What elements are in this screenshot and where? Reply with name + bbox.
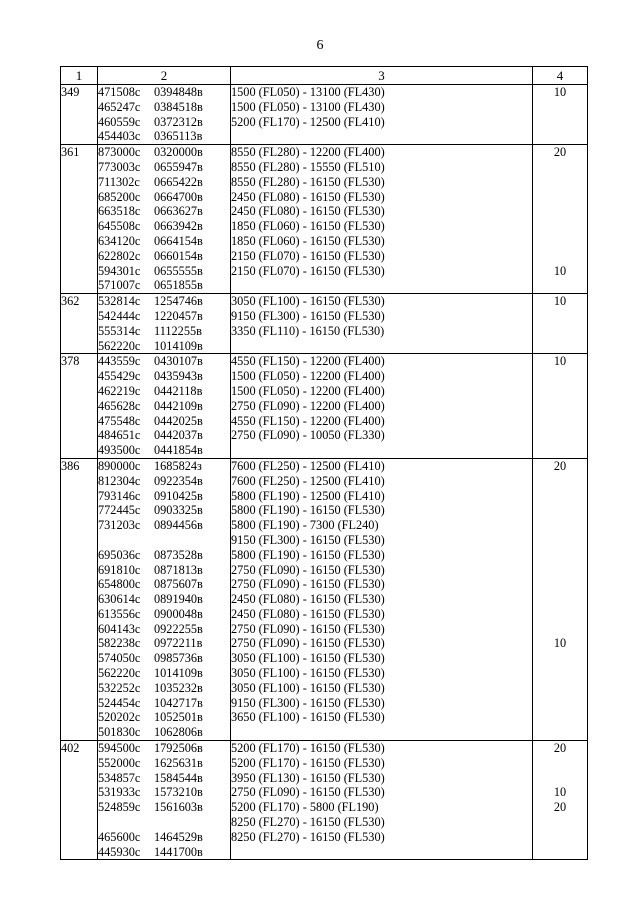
longitude: 1792506в bbox=[154, 741, 203, 756]
latitude: 604143c bbox=[98, 621, 141, 636]
latitude: 532814c bbox=[98, 294, 141, 309]
airspace-table bbox=[60, 66, 588, 860]
level-range: 2150 (FL070) - 16150 (FL530) bbox=[231, 248, 385, 263]
latitude: 524859c bbox=[98, 800, 141, 815]
longitude: 0663627в bbox=[154, 204, 203, 219]
longitude: 1625631в bbox=[154, 755, 203, 770]
latitude: 460559c bbox=[98, 114, 141, 129]
longitude: 1220457в bbox=[154, 308, 203, 323]
zone-number bbox=[61, 741, 98, 860]
value: 10 bbox=[553, 636, 567, 651]
longitude: 1042717в bbox=[154, 695, 203, 710]
coordinate-line bbox=[98, 696, 230, 711]
table-row bbox=[61, 741, 588, 860]
level-range: 3950 (FL130) - 16150 (FL530) bbox=[231, 770, 385, 785]
zone-number-text: 362 bbox=[61, 294, 80, 309]
level-range: 5800 (FL190) - 16150 (FL530) bbox=[231, 503, 385, 518]
level-range: 3350 (FL110) - 16150 (FL530) bbox=[231, 323, 385, 338]
levels-cell bbox=[231, 294, 533, 354]
level-range: 5200 (FL170) - 16150 (FL530) bbox=[231, 755, 385, 770]
level-range: 8550 (FL280) - 16150 (FL530) bbox=[231, 174, 385, 189]
longitude: 0910425в bbox=[154, 488, 203, 503]
level-range: 1850 (FL060) - 16150 (FL530) bbox=[231, 219, 385, 234]
latitude: 520202c bbox=[98, 710, 141, 725]
longitude: 0655947в bbox=[154, 159, 203, 174]
zone-number bbox=[61, 145, 98, 294]
longitude: 0430107в bbox=[154, 354, 203, 369]
longitude: 1052501в bbox=[154, 710, 203, 725]
level-range: 4550 (FL150) - 12200 (FL400) bbox=[231, 354, 385, 369]
latitude: 552000c bbox=[98, 755, 141, 770]
longitude: 0665422в bbox=[154, 174, 203, 189]
value bbox=[533, 503, 587, 518]
level-range: 4550 (FL150) - 12200 (FL400) bbox=[231, 413, 385, 428]
coordinate-line bbox=[98, 607, 230, 622]
coordinate-line bbox=[98, 264, 230, 279]
value: 20 bbox=[553, 800, 567, 815]
value bbox=[533, 622, 587, 637]
coordinate-line bbox=[98, 503, 230, 518]
zone-number-text: 378 bbox=[61, 354, 80, 369]
latitude: 475548c bbox=[98, 413, 141, 428]
coordinate-line bbox=[98, 85, 230, 100]
coordinate-line bbox=[98, 815, 230, 830]
table-row bbox=[61, 145, 588, 294]
latitude: 574050c bbox=[98, 651, 141, 666]
coordinate-line bbox=[98, 489, 230, 504]
longitude: 0891940в bbox=[154, 592, 203, 607]
latitude: 582238c bbox=[98, 636, 141, 651]
level-range: 2750 (FL090) - 16150 (FL530) bbox=[231, 562, 385, 577]
level-range: 2750 (FL090) - 12200 (FL400) bbox=[231, 398, 385, 413]
value bbox=[533, 607, 587, 622]
latitude: 634120c bbox=[98, 233, 141, 248]
latitude: 793146c bbox=[98, 488, 141, 503]
value bbox=[533, 190, 587, 205]
level-range: 2750 (FL090) - 16150 (FL530) bbox=[231, 621, 385, 636]
latitude: 524454c bbox=[98, 695, 141, 710]
latitude: 462219c bbox=[98, 383, 141, 398]
coordinates-cell bbox=[98, 145, 231, 294]
coordinates-cell bbox=[98, 85, 231, 145]
coordinate-line bbox=[98, 428, 230, 443]
coordinate-line bbox=[98, 339, 230, 354]
longitude: 0442025в bbox=[154, 413, 203, 428]
header-col-4: 4 bbox=[533, 67, 588, 85]
level-range: 7600 (FL250) - 12500 (FL410) bbox=[231, 458, 385, 473]
level-range: 8250 (FL270) - 16150 (FL530) bbox=[231, 815, 385, 830]
longitude: 1584544в bbox=[154, 770, 203, 785]
coordinate-line bbox=[98, 443, 230, 458]
longitude: 0873528в bbox=[154, 547, 203, 562]
value: 10 bbox=[553, 263, 567, 278]
latitude: 663518c bbox=[98, 204, 141, 219]
latitude: 465628c bbox=[98, 398, 141, 413]
coordinate-line bbox=[98, 369, 230, 384]
header-col-3: 3 bbox=[231, 67, 533, 85]
latitude: 471508c bbox=[98, 85, 141, 99]
zone-number-text: 361 bbox=[61, 145, 80, 160]
level-range: 3050 (FL100) - 16150 (FL530) bbox=[231, 294, 385, 309]
longitude: 0922354в bbox=[154, 473, 203, 488]
longitude: 1573210в bbox=[154, 785, 203, 800]
value: 10 bbox=[553, 785, 567, 800]
coordinate-line bbox=[98, 830, 230, 845]
longitude: 0435943в bbox=[154, 369, 203, 384]
levels-cell bbox=[231, 85, 533, 145]
longitude: 1035232в bbox=[154, 680, 203, 695]
value-cell bbox=[533, 741, 588, 860]
longitude: 0442037в bbox=[154, 428, 203, 443]
coordinate-line bbox=[98, 204, 230, 219]
level-range: 1500 (FL050) - 13100 (FL430) bbox=[231, 85, 385, 99]
coordinate-line bbox=[98, 399, 230, 414]
longitude: 0663942в bbox=[154, 219, 203, 234]
table-row bbox=[61, 294, 588, 354]
latitude: 542444c bbox=[98, 308, 141, 323]
longitude: 0394848в bbox=[154, 85, 203, 99]
level-range: 1500 (FL050) - 13100 (FL430) bbox=[231, 99, 385, 114]
latitude: 454403c bbox=[98, 129, 141, 144]
longitude: 0320000в bbox=[154, 145, 203, 160]
latitude: 685200c bbox=[98, 189, 141, 204]
levels-cell bbox=[231, 145, 533, 294]
coordinate-line bbox=[98, 533, 230, 548]
longitude: 0922255в bbox=[154, 621, 203, 636]
coordinate-line bbox=[98, 249, 230, 264]
longitude: 1254746в bbox=[154, 294, 203, 309]
level-range: 3650 (FL100) - 16150 (FL530) bbox=[231, 710, 385, 725]
value: 20 bbox=[553, 458, 567, 473]
value-cell bbox=[533, 354, 588, 459]
level-range: 1850 (FL060) - 16150 (FL530) bbox=[231, 233, 385, 248]
value bbox=[533, 563, 587, 578]
level-range: 9150 (FL300) - 16150 (FL530) bbox=[231, 308, 385, 323]
value-cell bbox=[533, 85, 588, 145]
coordinate-line bbox=[98, 414, 230, 429]
longitude: 1464529в bbox=[154, 829, 203, 844]
coordinates-cell bbox=[98, 458, 231, 740]
longitude: 1561603в bbox=[154, 800, 203, 815]
coordinate-line bbox=[98, 100, 230, 115]
level-range: 2450 (FL080) - 16150 (FL530) bbox=[231, 606, 385, 621]
value bbox=[533, 548, 587, 563]
value bbox=[533, 219, 587, 234]
longitude: 1014109в bbox=[154, 338, 203, 353]
longitude: 0871813в bbox=[154, 562, 203, 577]
value bbox=[533, 234, 587, 249]
level-range: 2750 (FL090) - 16150 (FL530) bbox=[231, 577, 385, 592]
coordinate-line bbox=[98, 800, 230, 815]
level-range: 2150 (FL070) - 16150 (FL530) bbox=[231, 263, 385, 278]
latitude: 711302c bbox=[98, 174, 140, 189]
value bbox=[533, 204, 587, 219]
value: 20 bbox=[553, 741, 567, 756]
latitude: 594500c bbox=[98, 741, 141, 756]
coordinate-line bbox=[98, 785, 230, 800]
longitude: 0972211в bbox=[154, 636, 203, 651]
latitude: 812304c bbox=[98, 473, 141, 488]
value bbox=[533, 592, 587, 607]
longitude: 0441854в bbox=[154, 443, 203, 458]
coordinate-line bbox=[98, 459, 230, 474]
coordinate-line bbox=[98, 384, 230, 399]
coordinate-line bbox=[98, 592, 230, 607]
latitude: 534857c bbox=[98, 770, 141, 785]
value bbox=[533, 756, 587, 771]
level-range: 5800 (FL190) - 16150 (FL530) bbox=[231, 547, 385, 562]
coordinate-line bbox=[98, 577, 230, 592]
zone-number bbox=[61, 85, 98, 145]
level-range: 7600 (FL250) - 12500 (FL410) bbox=[231, 473, 385, 488]
longitude: 1441700в bbox=[154, 844, 203, 859]
level-range: 1500 (FL050) - 12200 (FL400) bbox=[231, 369, 385, 384]
coordinate-line bbox=[98, 725, 230, 740]
latitude: 445930c bbox=[98, 844, 141, 859]
latitude: 562220c bbox=[98, 666, 141, 681]
longitude: 0985736в bbox=[154, 651, 203, 666]
table-row bbox=[61, 354, 588, 459]
table-row bbox=[61, 85, 588, 145]
latitude: 531933c bbox=[98, 785, 141, 800]
latitude: 873000c bbox=[98, 145, 141, 160]
level-range: 9150 (FL300) - 16150 (FL530) bbox=[231, 532, 385, 547]
header-row bbox=[61, 67, 588, 85]
longitude: 0894456в bbox=[154, 518, 203, 533]
level-range: 9150 (FL300) - 16150 (FL530) bbox=[231, 695, 385, 710]
coordinate-line bbox=[98, 548, 230, 563]
coordinate-line bbox=[98, 234, 230, 249]
level-range: 5800 (FL190) - 12500 (FL410) bbox=[231, 488, 385, 503]
levels-cell bbox=[231, 458, 533, 740]
latitude: 613556c bbox=[98, 606, 141, 621]
coordinates-cell bbox=[98, 741, 231, 860]
zone-number bbox=[61, 354, 98, 459]
level-range: 5800 (FL190) - 7300 (FL240) bbox=[231, 518, 379, 533]
longitude: 0651855в bbox=[154, 278, 203, 293]
longitude: 0660154в bbox=[154, 248, 203, 263]
coordinate-line bbox=[98, 651, 230, 666]
level-range: 3050 (FL100) - 16150 (FL530) bbox=[231, 680, 385, 695]
coordinate-line bbox=[98, 294, 230, 309]
coordinate-line bbox=[98, 518, 230, 533]
level-range: 5200 (FL170) - 12500 (FL410) bbox=[231, 114, 385, 129]
longitude: 0384518в bbox=[154, 99, 203, 114]
header-col-2: 2 bbox=[98, 67, 231, 85]
coordinate-line bbox=[98, 474, 230, 489]
longitude: 1112255в bbox=[154, 323, 202, 338]
longitude: 0875607в bbox=[154, 577, 203, 592]
longitude: 1062806в bbox=[154, 725, 203, 740]
level-range: 2750 (FL090) - 16150 (FL530) bbox=[231, 785, 385, 800]
zone-number-text: 386 bbox=[61, 458, 80, 473]
value bbox=[533, 533, 587, 548]
longitude: 0442118в bbox=[154, 383, 203, 398]
latitude: 555314c bbox=[98, 323, 141, 338]
latitude: 691810c bbox=[98, 562, 141, 577]
zone-number bbox=[61, 294, 98, 354]
coordinate-line bbox=[98, 845, 230, 860]
coordinate-line bbox=[98, 666, 230, 681]
latitude: 645508c bbox=[98, 219, 141, 234]
levels-cell bbox=[231, 354, 533, 459]
coordinate-line bbox=[98, 756, 230, 771]
level-range: 2750 (FL090) - 16150 (FL530) bbox=[231, 636, 385, 651]
value bbox=[533, 489, 587, 504]
latitude: 622802c bbox=[98, 248, 141, 263]
coordinate-line bbox=[98, 741, 230, 756]
value bbox=[533, 175, 587, 190]
latitude: 731203c bbox=[98, 518, 141, 533]
table-row bbox=[61, 458, 588, 740]
coordinate-line bbox=[98, 190, 230, 205]
value-cell bbox=[533, 145, 588, 294]
value bbox=[533, 771, 587, 786]
header-col-1: 1 bbox=[61, 67, 98, 85]
longitude: 0900048в bbox=[154, 606, 203, 621]
coordinate-line bbox=[98, 324, 230, 339]
longitude: 0903325в bbox=[154, 503, 203, 518]
latitude: 484651c bbox=[98, 428, 141, 443]
longitude: 0365113в bbox=[154, 129, 203, 144]
latitude: 562220c bbox=[98, 338, 141, 353]
latitude: 501830c bbox=[98, 725, 141, 740]
value: 20 bbox=[553, 145, 567, 160]
zone-number-text: 349 bbox=[61, 85, 80, 99]
latitude: 695036c bbox=[98, 547, 141, 562]
level-range: 1500 (FL050) - 12200 (FL400) bbox=[231, 383, 385, 398]
coordinates-cell bbox=[98, 354, 231, 459]
latitude: 465247c bbox=[98, 99, 141, 114]
value: 10 bbox=[553, 294, 567, 309]
longitude: 0372312в bbox=[154, 114, 203, 129]
coordinate-line bbox=[98, 129, 230, 144]
latitude: 465600c bbox=[98, 829, 141, 844]
level-range: 8250 (FL270) - 16150 (FL530) bbox=[231, 829, 385, 844]
coordinate-line bbox=[98, 175, 230, 190]
level-range: 2450 (FL080) - 16150 (FL530) bbox=[231, 592, 385, 607]
level-range: 2450 (FL080) - 16150 (FL530) bbox=[231, 189, 385, 204]
longitude: 1685824з bbox=[154, 458, 202, 473]
zone-number bbox=[61, 458, 98, 740]
zone-number-text: 402 bbox=[61, 741, 80, 756]
level-range: 8550 (FL280) - 15550 (FL510) bbox=[231, 159, 385, 174]
longitude: 0655555в bbox=[154, 263, 203, 278]
longitude: 0442109в bbox=[154, 398, 203, 413]
value bbox=[533, 474, 587, 489]
longitude: 0664154в bbox=[154, 233, 203, 248]
coordinates-cell bbox=[98, 294, 231, 354]
latitude: 890000c bbox=[98, 458, 141, 473]
coordinate-line bbox=[98, 563, 230, 578]
level-range: 8550 (FL280) - 12200 (FL400) bbox=[231, 145, 385, 160]
latitude: 493500c bbox=[98, 443, 141, 458]
level-range: 3050 (FL100) - 16150 (FL530) bbox=[231, 651, 385, 666]
latitude: 443559c bbox=[98, 354, 141, 369]
coordinate-line bbox=[98, 309, 230, 324]
longitude: 0664700в bbox=[154, 189, 203, 204]
latitude: 630614c bbox=[98, 592, 141, 607]
page-number: 6 bbox=[316, 38, 324, 53]
coordinate-line bbox=[98, 278, 230, 293]
latitude: 571007c bbox=[98, 278, 141, 293]
coordinate-line bbox=[98, 145, 230, 160]
coordinate-line bbox=[98, 354, 230, 369]
coordinate-line bbox=[98, 160, 230, 175]
coordinate-line bbox=[98, 622, 230, 637]
latitude: 772445c bbox=[98, 503, 141, 518]
value: 10 bbox=[553, 354, 567, 369]
coordinate-line bbox=[98, 636, 230, 651]
value bbox=[533, 249, 587, 264]
latitude: 455429c bbox=[98, 369, 141, 384]
latitude: 654800c bbox=[98, 577, 141, 592]
levels-cell bbox=[231, 741, 533, 860]
coordinate-line bbox=[98, 681, 230, 696]
value: 10 bbox=[553, 85, 567, 99]
coordinate-line bbox=[98, 710, 230, 725]
level-range: 5200 (FL170) - 5800 (FL190) bbox=[231, 800, 379, 815]
longitude: 1014109в bbox=[154, 666, 203, 681]
level-range: 3050 (FL100) - 16150 (FL530) bbox=[231, 666, 385, 681]
coordinate-line bbox=[98, 219, 230, 234]
value bbox=[533, 577, 587, 592]
latitude: 594301c bbox=[98, 263, 141, 278]
coordinate-line bbox=[98, 771, 230, 786]
value-cell bbox=[533, 294, 588, 354]
value bbox=[533, 518, 587, 533]
value bbox=[533, 160, 587, 175]
level-range: 2750 (FL090) - 10050 (FL330) bbox=[231, 428, 385, 443]
latitude: 532252c bbox=[98, 680, 141, 695]
latitude: 773003c bbox=[98, 159, 141, 174]
level-range: 2450 (FL080) - 16150 (FL530) bbox=[231, 204, 385, 219]
coordinate-line bbox=[98, 115, 230, 130]
value-cell bbox=[533, 458, 588, 740]
level-range: 5200 (FL170) - 16150 (FL530) bbox=[231, 741, 385, 756]
